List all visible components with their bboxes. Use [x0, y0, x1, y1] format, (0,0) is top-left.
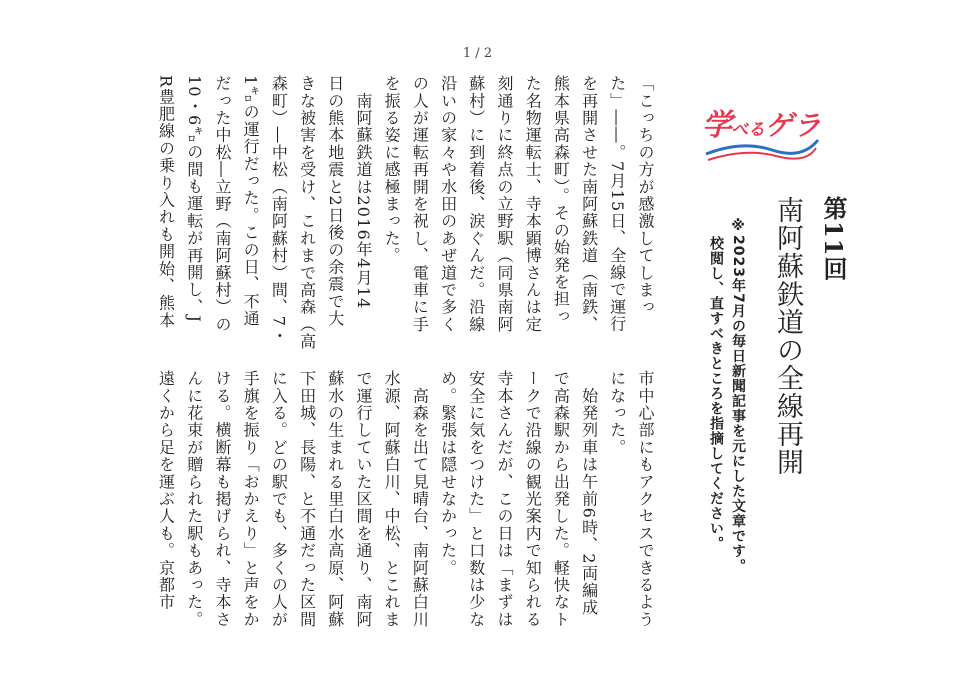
article-title: 南阿蘇鉄道の全線再開: [772, 196, 803, 476]
body-text-lower: [151, 370, 659, 670]
note-line-1: ※2023年7月の毎日新聞記事を元にした文章です。: [730, 218, 746, 574]
text-line: 寺本さんだが、この日は「まずは: [494, 370, 514, 628]
text-line: た名物運転士、寺本顕博さんは定: [523, 75, 543, 333]
text-line: た」――。7月15日、全線で運行: [607, 75, 627, 333]
text-line: 沿いの家々や水田のあぜ道で多く: [438, 75, 458, 333]
text-line: 10・6㌔の間も運転が再開し、J: [184, 75, 204, 324]
text-line: で運行していた区間を通り、南阿: [353, 370, 373, 628]
logo-char-manabu: 学: [702, 108, 731, 143]
text-line: の人が運転再開を祝し、電車に手: [410, 75, 430, 333]
text-line: で高森駅から出発した。軽快なト: [551, 370, 571, 628]
text-line: 手旗を振り「おかえり」と声をか: [241, 370, 261, 628]
text-line: 「こっちの方が感激してしまっ: [636, 75, 655, 316]
text-line: 始発列車は午前6時、2両編成: [579, 370, 599, 617]
text-line: 南阿蘇鉄道は2016年4月14: [353, 75, 373, 310]
text-line: んに花束が贈られた駅もあった。: [184, 370, 204, 628]
text-line: 熊本県高森町）。その始発を担っ: [551, 75, 571, 325]
text-line: 水源、阿蘇白川、中松、とこれま: [382, 370, 402, 628]
text-line: 蘇村）に到着後、涙ぐんだ。沿線: [466, 75, 486, 333]
text-line: だった中松―立野（南阿蘇村）の: [212, 75, 232, 333]
text-line: になった。: [607, 370, 627, 456]
text-line: め。緊張は隠せなかった。: [438, 370, 458, 577]
text-line: 市中心部にもアクセスできるよう: [636, 370, 655, 628]
text-line: ークで沿線の観光案内で知られる: [523, 370, 543, 628]
text-line: きな被害を受け、これまで高森（高: [297, 75, 317, 351]
text-line: を再開させた南阿蘇鉄道（南鉄、: [579, 75, 599, 333]
manaberu-gera-logo: [702, 100, 820, 164]
text-line: 遠くから足を運ぶ人も。京都市: [156, 370, 176, 611]
text-line: 安全に気をつけた」と口数は少な: [466, 370, 486, 628]
text-line: 下田城、長陽、と不通だった区間: [297, 370, 317, 628]
text-line: R豊肥線の乗り入れも開始、熊本: [156, 75, 176, 330]
text-line: に入る。どの駅でも、多くの人が: [269, 370, 289, 628]
logo-char-beru: べる: [731, 120, 765, 140]
logo-char-gera: ゲラ: [765, 109, 822, 142]
episode-number: 第11回: [819, 196, 848, 282]
body-text-upper: [104, 75, 659, 375]
page-number: 1 / 2: [462, 46, 493, 61]
text-line: 1㌔の運行だった。この日、不通: [241, 75, 261, 328]
text-line: 蘇水の生まれる里白水高原、阿蘇: [325, 370, 345, 628]
text-line: 日の熊本地震と2日後の余震で大: [325, 75, 345, 328]
note-line-2: 校閲し、直すべきところを指摘してください。: [708, 236, 724, 551]
text-line: を振る姿に感極まった。: [382, 75, 402, 265]
text-line: 刻通りに終点の立野駅（同県南阿: [494, 75, 514, 333]
text-line: 森町）―中松（南阿蘇村）間、7・: [269, 75, 289, 345]
text-line: 高森を出て見晴台、南阿蘇白川: [410, 370, 430, 628]
text-line: ける。横断幕も掲げられ、寺本さ: [212, 370, 232, 628]
